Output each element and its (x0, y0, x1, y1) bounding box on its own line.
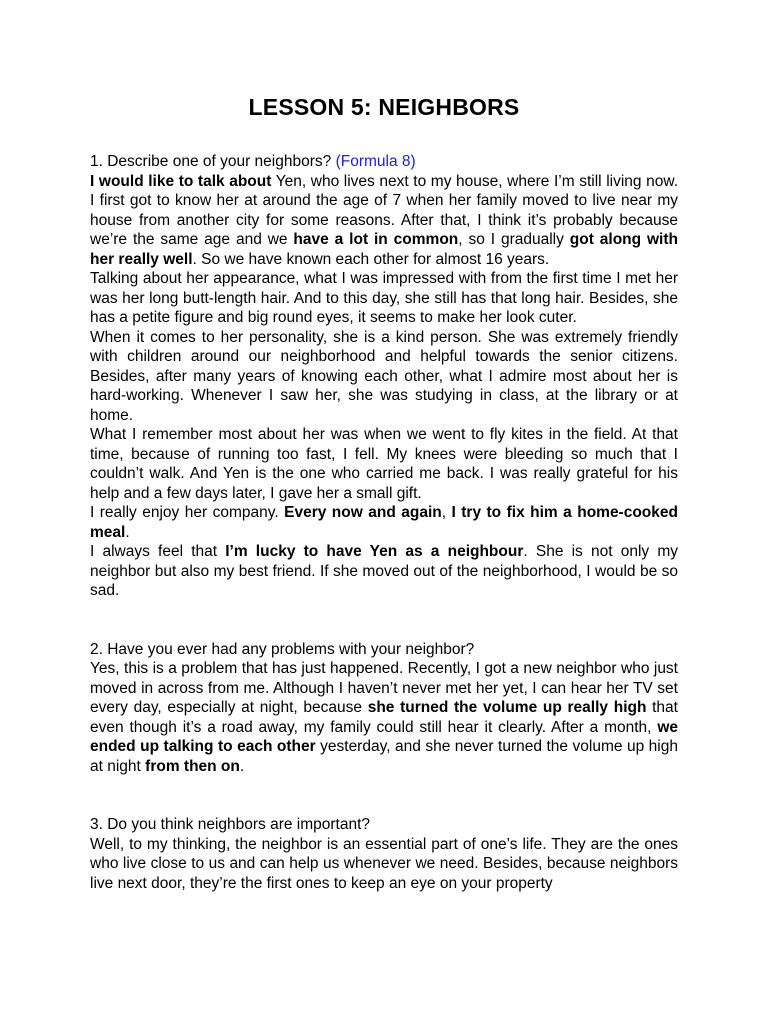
text-run: , so I gradually (458, 231, 570, 248)
bold-phrase: I would like to talk about (90, 172, 272, 190)
bold-phrase: Every now and again (284, 504, 442, 521)
question-1-text: 1. Describe one of your neighbors? (90, 153, 332, 170)
page-title: LESSON 5: NEIGHBORS (248, 94, 520, 120)
text-run: . (125, 523, 130, 541)
bold-phrase: we ended up talking to each other (90, 718, 678, 755)
bold-phrase: she turned the volume up really high (367, 699, 647, 716)
question-1 (90, 152, 678, 172)
text-run: yesterday, and she never turned the volume up high at night (90, 738, 678, 775)
text-run: Yen, who lives next to my house, where I’m still living now. I first got to know her at around the age of 7 when her family moved to live near my house from another city for some reasons. After that, I think it’s probably because we’re the same age and we (90, 172, 679, 248)
bold-phrase: from then on (145, 757, 240, 775)
question-3: 3. Do you think neighbors are important? (90, 816, 371, 833)
bold-phrase: I’m lucky to have Yen as a neighbour (225, 543, 524, 560)
answer-1-paragraph-6 (90, 542, 678, 601)
formula-reference: (Formula 8) (335, 153, 416, 170)
bold-phrase: I try to fix him a home-cooked meal (90, 504, 678, 541)
text-run: I always feel that (90, 543, 226, 560)
question-2: 2. Have you ever had any problems with your neighbor? (90, 640, 475, 658)
text-run: . She is not only my neighbor but also my best friend. If she moved out of the neighborhood, I would be so sad. (90, 543, 678, 599)
text-run: . (239, 757, 245, 775)
answer-1-paragraph-1 (90, 172, 678, 270)
document-body (90, 152, 678, 893)
bold-phrase: have a lot in common (293, 231, 459, 248)
text-run: that even though it’s a road away, my family could still hear it clearly. After a month, (90, 699, 678, 736)
text-run: . So we have known each other for almost 16 years. (192, 250, 550, 268)
text-run: , (441, 504, 452, 521)
bold-phrase: got along with her really well (90, 231, 678, 268)
section-spacer (90, 776, 678, 815)
answer-1-paragraph-4: What I remember most about her was when we went to fly kites in the field. At that time, because of running too fast, I fell. My knees were bleeding so much that I couldn’t walk. And Yen is the one who carried me back. I was really grateful for his help and a few days later, I gave her a small gift. (90, 426, 678, 502)
answer-1-paragraph-5 (90, 503, 678, 542)
answer-2-paragraph-1 (90, 659, 678, 776)
text-run: Yes, this is a problem that has just happened. Recently, I got a new neighbor who just moved in across from me. Although I haven’t never met her yet, I can hear her TV set every day, especially at night, because (90, 660, 678, 716)
answer-1-paragraph-3: When it comes to her personality, she is a kind person. She was extremely friendly with children around our neighborhood and helpful towards the senior citizens. Besides, after many years of knowing each other, what I admire most about her is hard-working. Whenever I saw her, she was studying in class, at the library or at home. (90, 328, 678, 424)
text-run: I really enjoy her company. (90, 504, 285, 521)
section-spacer (90, 601, 678, 640)
answer-1-paragraph-2: Talking about her appearance, what I was impressed with from the first time I met her was her long butt-length hair. And to this day, she still has that long hair. Besides, she has a petite figure and big round eyes, it seems to make her look cuter. (90, 270, 678, 326)
answer-3-paragraph-1: Well, to my thinking, the neighbor is an essential part of one’s life. They are the ones who live close to us and can help us whenever we need. Besides, because neighbors live next door, they’re the first ones to keep an eye on your property (90, 835, 678, 892)
